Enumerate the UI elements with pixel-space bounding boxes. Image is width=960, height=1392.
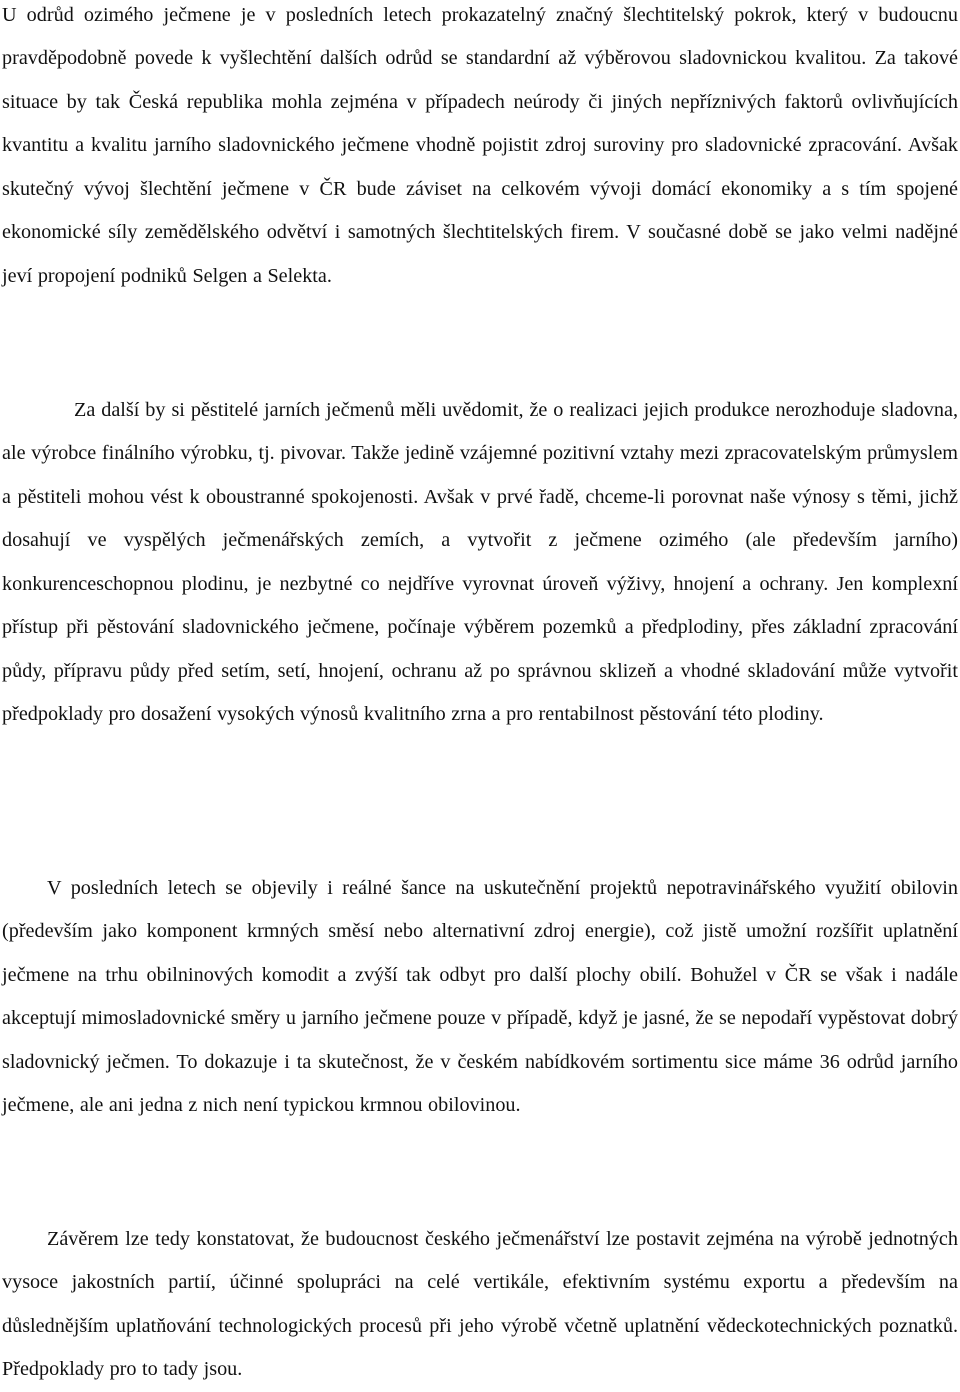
paragraph-2: Za další by si pěstitelé jarních ječmenů měli uvědomit, že o realizaci jejich produkce nerozhoduje sladovna, ale výrobce finálního výrobku, tj. pivovar. Takže jedině vzájemné pozitivní vztahy mezi zpracovatelským průmyslem a pěstiteli mohou vést k oboustranné spokojenosti. Avšak v prvé řadě, chceme-li porovnat naše výnosy s těmi, jichž dosahují ve vyspělých ječmenářských zemích, a vytvořit z ječmene ozimého (ale především jarního) konkurenceschopnou plodinu, je nezbytné co nejdříve vyrovnat úroveň výživy, hnojení a ochrany. Jen komplexní přístup při pěstování sladovnického ječmene, počínaje výběrem pozemků a předplodiny, přes základní zpracování půdy, přípravu půdy před setím, setí, hnojení, ochranu až po správnou sklizeň a vhodné skladování může vytvořit předpoklady pro dosažení vysokých výnosů kvalitního zrna a pro rentabilnost pěstování této plodiny. [2,399,958,726]
paragraph-4: Závěrem lze tedy konstatovat, že budoucnost českého ječmenářství lze postavit zejména na výrobě jednotných vysoce jakostních partií, účinné spolupráci na celé vertikále, efektivním systému exportu a především na důslednějším uplatňování technologických procesů při jeho výrobě včetně uplatnění vědeckotechnických poznatků. Předpoklady pro to tady jsou. [2,1228,958,1381]
paragraph-3: V posledních letech se objevily i reálné šance na uskutečnění projektů nepotravinářského využití obilovin (především jako komponent krmných směsí nebo alternativní zdroj energie), což jistě umožní rozšířit uplatnění ječmene na trhu obilninových komodit a zvýší tak odbyt pro další plochy obilí. Bohužel v ČR se však i nadále akceptují mimosladovnické směry u jarního ječmene pouze v případě, když je jasné, že se nepodaří vypěstovat dobrý sladovnický ječmen. To dokazuje i ta skutečnost, že v českém nabídkovém sortimentu sice máme 36 odrůd jarního ječmene, ale ani jedna z nich není typickou krmnou obilovinou. [2,877,958,1117]
paragraph-1: U odrůd ozimého ječmene je v posledních letech prokazatelný značný šlechtitelský pokrok, který v budoucnu pravděpodobně povede k vyšlechtění dalších odrůd se standardní až výběrovou sladovnickou kvalitou. Za takové situace by tak Česká republika mohla zejména v případech neúrody či jiných nepříznivých faktorů ovlivňujících kvantitu a kvalitu jarního sladovnického ječmene vhodně pojistit zdroj suroviny pro sladovnické zpracování. Avšak skutečný vývoj šlechtění ječmene v ČR bude záviset na celkovém vývoji domácí ekonomiky a s tím spojené ekonomické síly zemědělského odvětví i samotných šlechtitelských firem. V současné době se jako velmi nadějné jeví propojení podniků Selgen a Selekta. [2,4,958,287]
